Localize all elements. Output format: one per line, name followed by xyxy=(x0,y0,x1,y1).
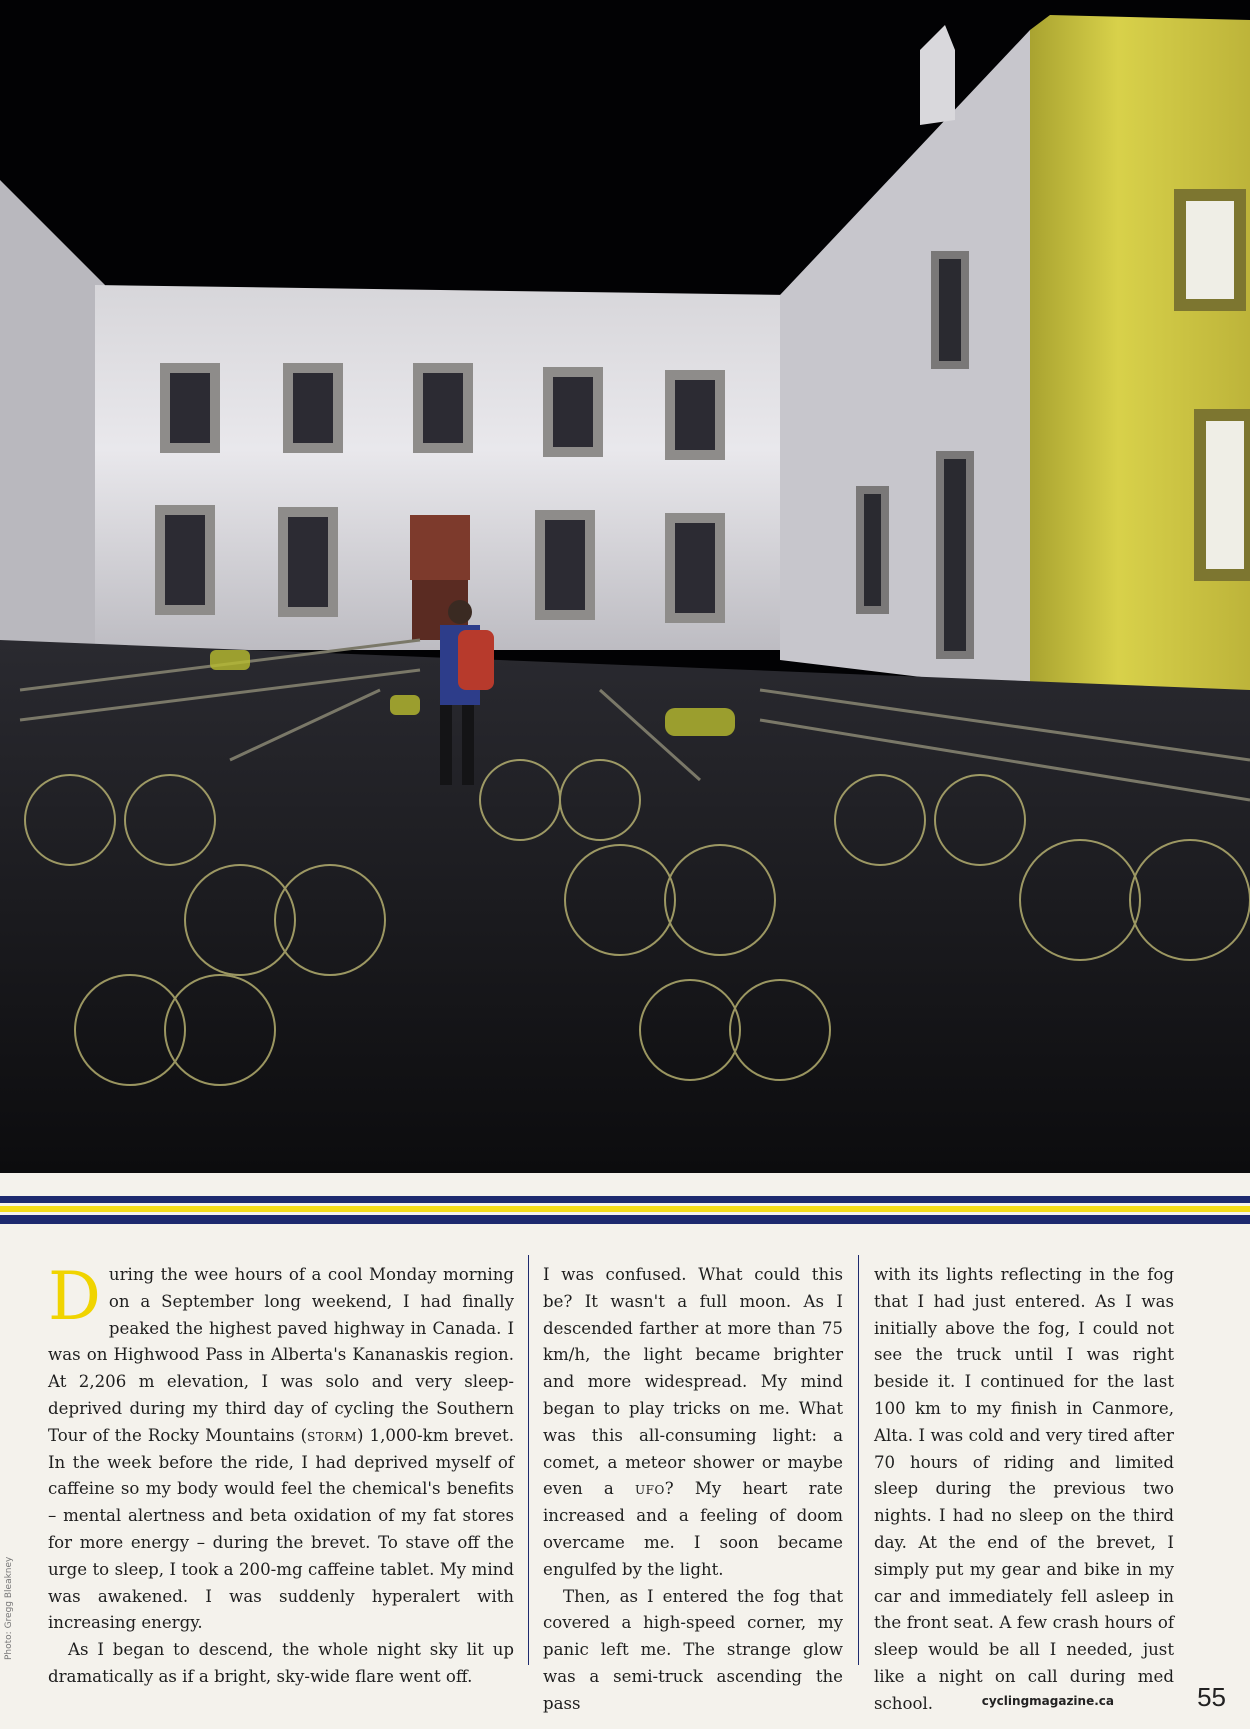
article-column-3 xyxy=(874,1262,1174,1718)
article-column-2 xyxy=(543,1262,843,1718)
decorative-stripes xyxy=(0,1196,1250,1228)
article-paragraph: with its lights reflecting in the fog that I had just entered. As I was initially above the fog, I could not see the truck until I was right beside it. I continued for the last 100 km to my finish in Canmore, Alta. I was cold and very tired after 70 hours of riding and limited sleep during the previous two nights. I had no sleep on the third day. At the end of the brevet, I simply put my gear and bike in my car and immediately fell asleep in the front seat. A few crash hours of sleep would be all I needed, just like a night on call during med school. xyxy=(874,1265,1174,1713)
page-number: 55 xyxy=(1197,1682,1226,1712)
paragraph-text: ) 1,000-km brevet. In the week before the ride, I had deprived myself of caffeine so my body would feel the chemical's benefits – mental alertness and beta oxidation of my fat stores for more energy – during the brevet. To stave off the urge to sleep, I took a 200-mg caffeine tablet. My mind was awakened. I was suddenly hyperalert with increasing energy. xyxy=(48,1425,515,1633)
paragraph-text: I was confused. What could this be? It wasn't a full moon. As I descended farther at more than 75 km/h, the light became brighter and more widespread. My mind began to play tricks on me. What was this all-consuming light: a comet, a meteor shower or maybe even a xyxy=(543,1265,843,1499)
article-paragraph: As I began to descend, the whole night sky lit up dramatically as if a bright, sky-wide flare went off. xyxy=(48,1640,514,1686)
stripe-navy-top xyxy=(0,1196,1250,1203)
paragraph-text: uring the wee hours of a cool Monday morning on a September long weekend, I had finally peaked the highest paved highway in Canada. I was on Highwood Pass in Alberta's Kananaskis region. At 2,206 m elevation, I was solo and very sleep-deprived during my third day of cycling the Southern Tour of the Rocky Mountains ( xyxy=(48,1265,514,1445)
article-column-1 xyxy=(48,1258,515,1691)
drop-cap: D xyxy=(48,1258,101,1335)
website-url: cyclingmagazine.ca xyxy=(981,1694,1114,1708)
acronym-storm: storm xyxy=(307,1425,357,1445)
article-paragraph xyxy=(48,1258,515,1637)
stripe-navy-bottom xyxy=(0,1215,1250,1224)
column-rule xyxy=(858,1255,859,1665)
stripe-yellow xyxy=(0,1206,1250,1212)
paragraph-text: ? My heart rate increased and a feeling of doom overcame me. I soon became engulfed by the light. xyxy=(543,1479,843,1579)
acronym-ufo: ufo xyxy=(635,1479,665,1499)
photo-credit: Photo: Gregg Bleakney xyxy=(4,1556,14,1660)
column-rule xyxy=(528,1255,529,1665)
article-paragraph xyxy=(543,1262,843,1584)
article-paragraph: Then, as I entered the fog that covered a high-speed corner, my panic left me. The strange glow was a semi-truck ascending the pass xyxy=(543,1586,843,1713)
